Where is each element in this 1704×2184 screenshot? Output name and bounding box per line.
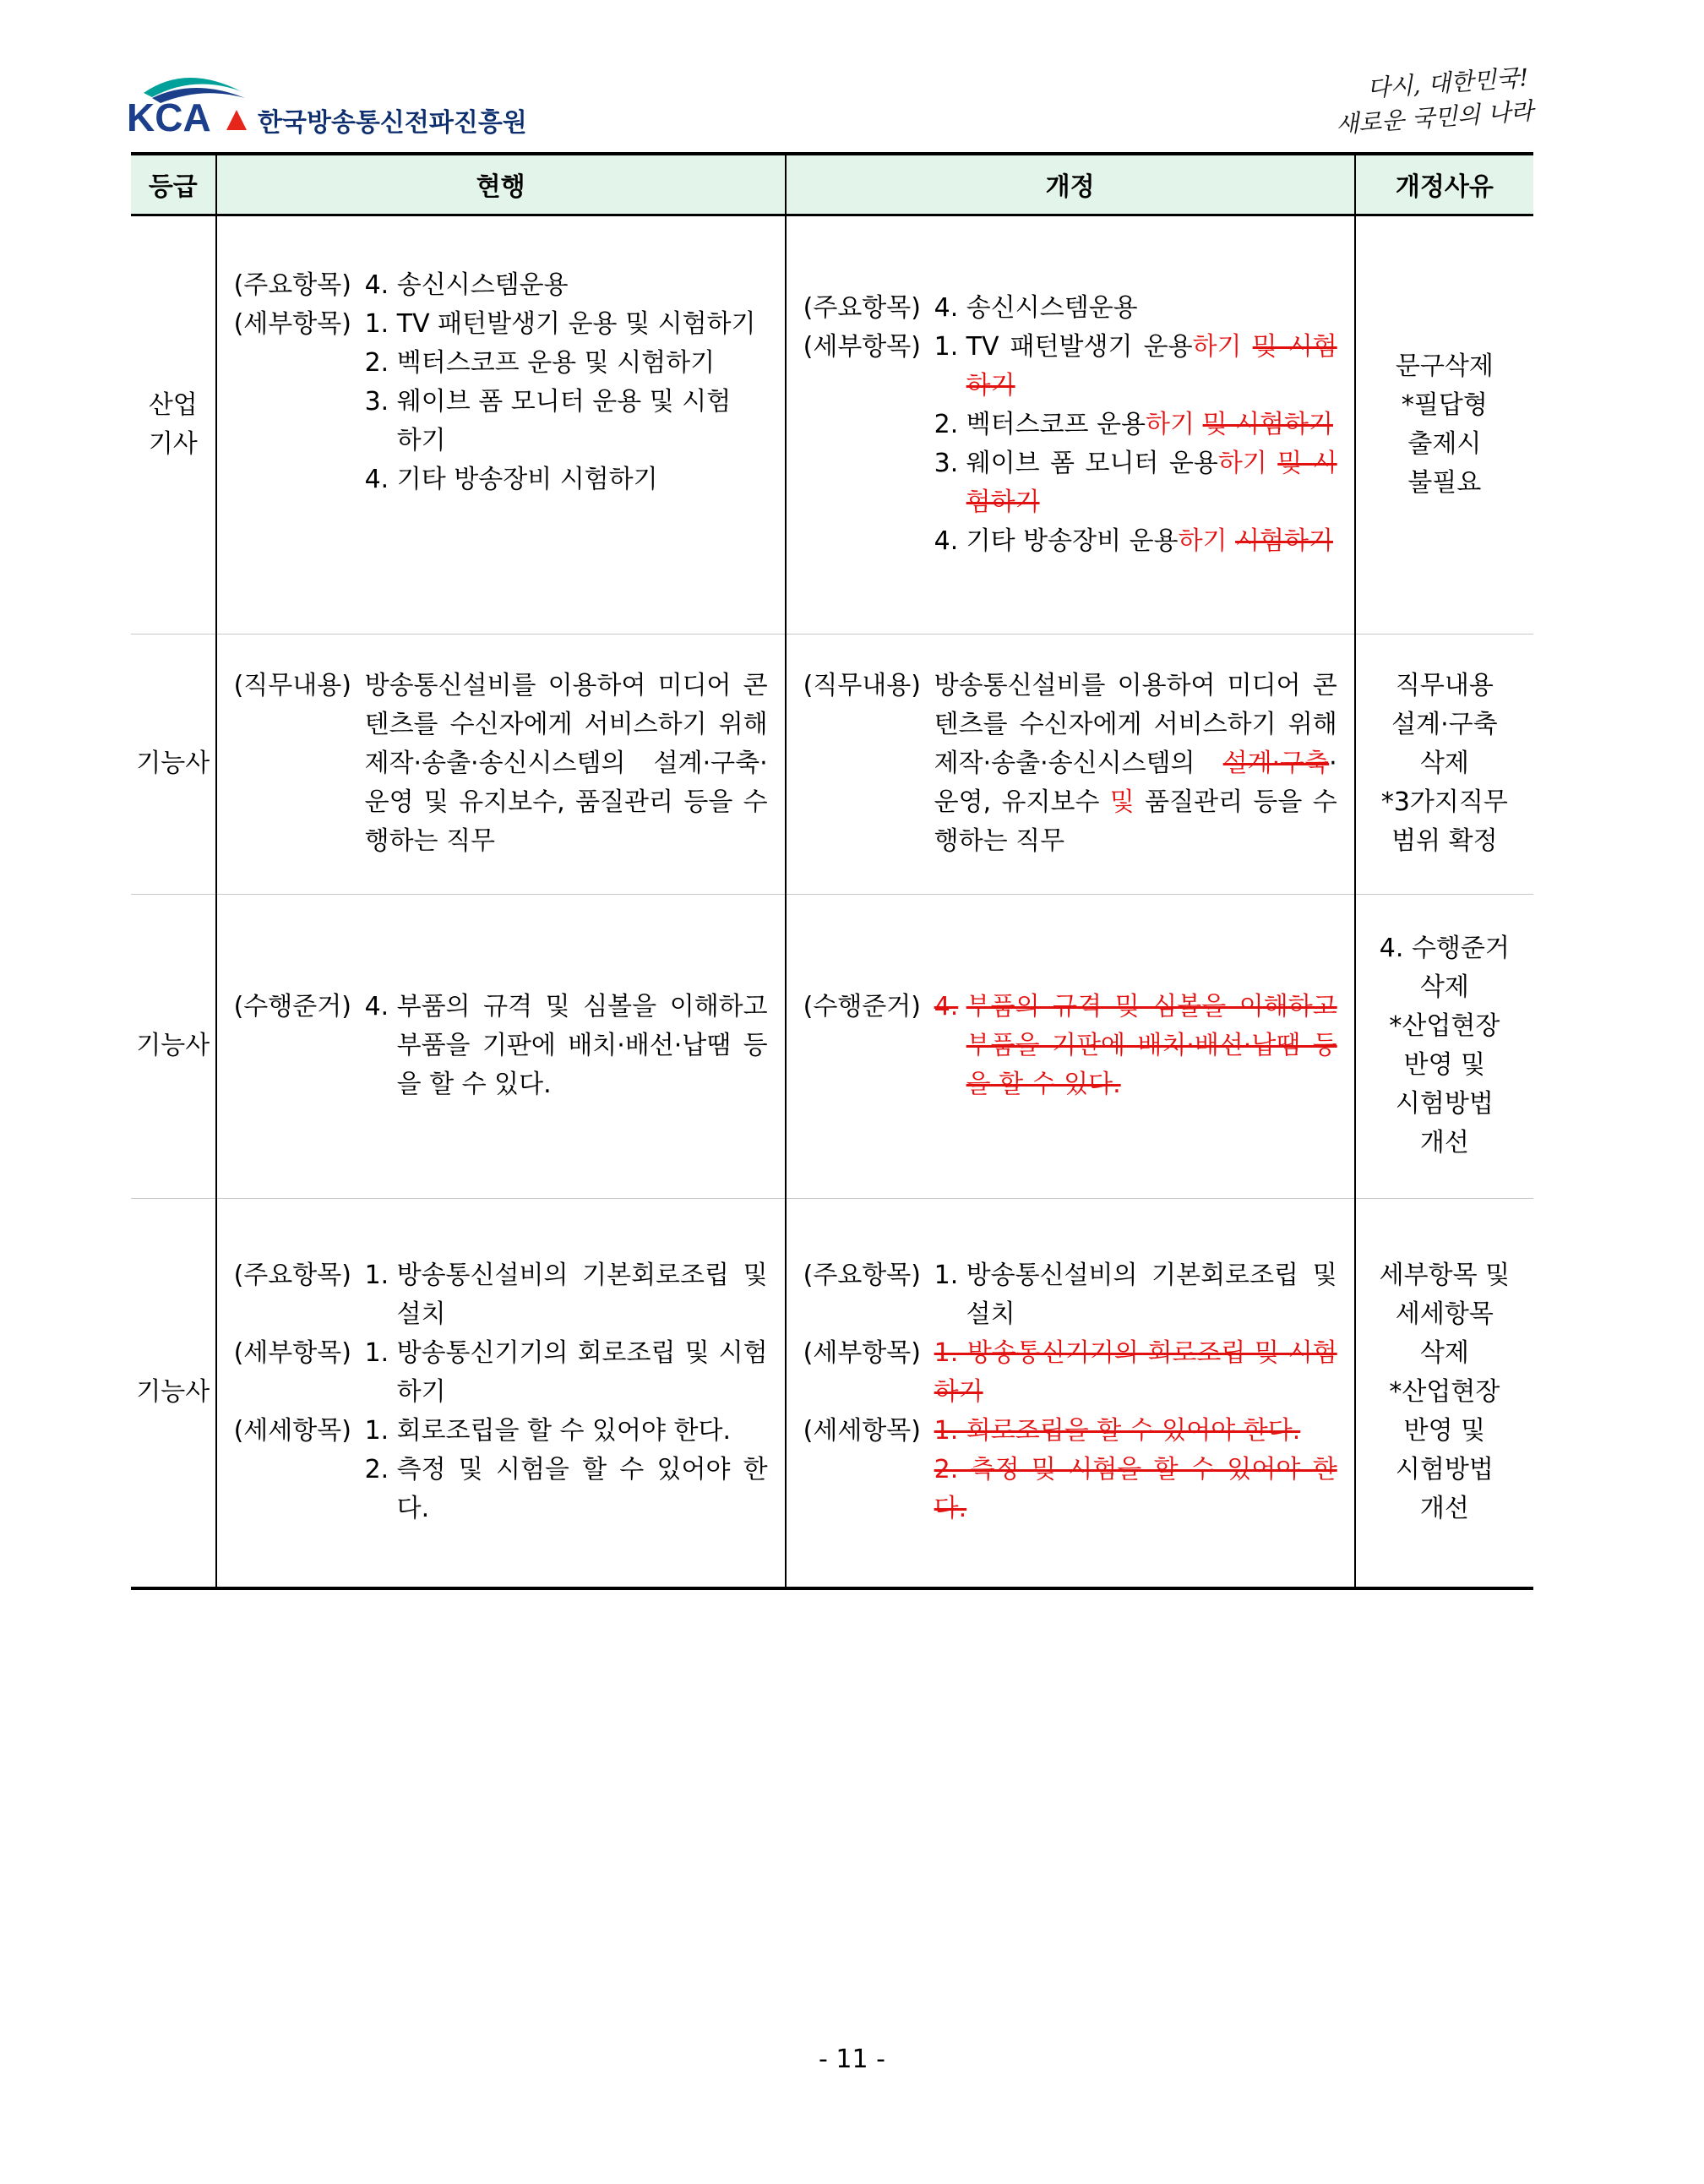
item-label: (세부항목) bbox=[803, 1338, 921, 1369]
reason-text: 직무내용 bbox=[1395, 671, 1494, 700]
item-label: (주요항목) bbox=[233, 1261, 351, 1291]
added-text: 하기 bbox=[1178, 526, 1228, 556]
logo-text: KCA bbox=[127, 95, 211, 135]
grade-text: 기사 bbox=[148, 428, 198, 459]
slogan-handwriting bbox=[1332, 61, 1535, 150]
item-label: (세세항목) bbox=[233, 1416, 351, 1446]
deleted-text: 설계·구축 bbox=[1222, 749, 1330, 778]
deleted-text: 2. 측정 및 시험을 할 수 있어야 한다. bbox=[934, 1455, 1337, 1524]
reason-cell bbox=[1355, 1198, 1533, 1588]
grade-text: 기능사 bbox=[136, 1031, 210, 1060]
item-text: 하기 bbox=[396, 425, 446, 455]
item-text: 4. 송신시스템운용 bbox=[364, 270, 569, 300]
revised-cell bbox=[786, 1198, 1355, 1588]
page-number: - 11 - bbox=[819, 2045, 885, 2074]
page-header bbox=[127, 51, 1535, 144]
current-cell bbox=[216, 894, 786, 1198]
current-cell bbox=[216, 1198, 786, 1588]
item-num: 1. bbox=[934, 1261, 959, 1291]
item-num: 1. bbox=[364, 1261, 389, 1291]
reason-text: 시험방법 bbox=[1395, 1455, 1494, 1485]
item-text: 1. TV 패턴발생기 운용 및 시험하기 bbox=[364, 308, 756, 339]
table-row bbox=[131, 634, 1533, 894]
item-num: 2. bbox=[934, 409, 959, 439]
kca-logo bbox=[127, 59, 566, 138]
item-num: 1. bbox=[364, 1338, 389, 1369]
deleted-text: 1. 회로조립을 할 수 있어야 한다. bbox=[934, 1416, 1301, 1446]
item-text: 방송통신설비를 이용하여 미디어 콘텐츠를 수신자에게 서비스하기 위해 제작·송출·송신시스템의 bbox=[934, 671, 1337, 778]
added-text: 하기 bbox=[1146, 409, 1195, 439]
reason-text: 세부항목 및 bbox=[1379, 1261, 1511, 1291]
table-row bbox=[131, 215, 1533, 634]
deleted-num: 4. bbox=[934, 992, 959, 1021]
item-label: (수행준거) bbox=[233, 992, 351, 1021]
reason-text: 4. 수행준거 bbox=[1379, 934, 1510, 963]
grade-cell bbox=[131, 634, 216, 894]
reason-text: *산업현장 bbox=[1389, 1011, 1500, 1041]
revised-cell bbox=[786, 215, 1355, 634]
reason-text: 삭제 bbox=[1419, 1338, 1469, 1369]
slogan-line-2: 새로운 국민의 나라 bbox=[1335, 96, 1535, 139]
reason-text: *산업현장 bbox=[1389, 1377, 1500, 1408]
grade-text: 기능사 bbox=[136, 749, 210, 778]
item-text: 측정 및 시험을 할 수 있어야 한다. bbox=[396, 1455, 768, 1524]
item-text: 3. 웨이브 폼 모니터 운용 및 시험 bbox=[364, 386, 732, 417]
item-text: 유지보수 bbox=[1001, 787, 1100, 817]
kca-swoosh-icon bbox=[127, 59, 253, 135]
reason-text: 범위 확정 bbox=[1391, 826, 1498, 856]
item-text: TV 패턴발생기 운용 bbox=[966, 331, 1193, 362]
header-reason: 개정사유 bbox=[1355, 154, 1533, 215]
item-num: 3. bbox=[934, 448, 959, 478]
grade-cell bbox=[131, 1198, 216, 1588]
item-text: 4. 송신시스템운용 bbox=[934, 292, 1138, 323]
item-text: 회로조립을 할 수 있어야 한다. bbox=[396, 1416, 732, 1446]
item-text: 4. 기타 방송장비 시험하기 bbox=[364, 464, 658, 494]
item-label: (직무내용) bbox=[803, 671, 921, 700]
item-label: (주요항목) bbox=[233, 270, 351, 300]
item-text: 기타 방송장비 운용 bbox=[966, 526, 1179, 556]
revised-cell bbox=[786, 894, 1355, 1198]
item-text: 방송통신기기의 회로조립 및 시험하기 bbox=[396, 1338, 768, 1408]
header-current: 현행 bbox=[216, 154, 786, 215]
item-text: 벡터스코프 운용 bbox=[966, 409, 1146, 439]
deleted-text: 및 시험하기 bbox=[966, 448, 1337, 517]
item-label: (직무내용) bbox=[233, 671, 351, 700]
reason-text: 시험방법 bbox=[1395, 1089, 1494, 1119]
item-text: 방송통신설비의 기본회로조립 및 설치 bbox=[396, 1261, 768, 1330]
grade-text: 기능사 bbox=[136, 1377, 210, 1408]
item-num: 2. bbox=[364, 1455, 389, 1485]
reason-cell bbox=[1355, 894, 1533, 1198]
table-header-row bbox=[131, 154, 1533, 215]
reason-text: 출제시 bbox=[1407, 428, 1482, 459]
item-label: (세부항목) bbox=[233, 1338, 351, 1369]
reason-text: 삭제 bbox=[1419, 749, 1469, 778]
reason-text: 반영 및 bbox=[1403, 1416, 1486, 1446]
reason-text: 불필요 bbox=[1407, 467, 1482, 498]
header-revised: 개정 bbox=[786, 154, 1355, 215]
reason-text: *필답형 bbox=[1401, 389, 1488, 420]
item-text: 부품의 규격 및 심볼을 이해하고 부품을 기판에 배치·배선·납땜 등을 할 수 있다. bbox=[396, 992, 768, 1099]
item-label: (수행준거) bbox=[803, 992, 921, 1021]
reason-text: 개선 bbox=[1419, 1128, 1469, 1157]
current-cell bbox=[216, 634, 786, 894]
grade-cell bbox=[131, 215, 216, 634]
item-label: (주요항목) bbox=[803, 1261, 921, 1291]
item-num: 4. bbox=[364, 992, 389, 1021]
grade-cell bbox=[131, 894, 216, 1198]
reason-text: 삭제 bbox=[1419, 972, 1469, 1002]
table-row bbox=[131, 894, 1533, 1198]
current-cell bbox=[216, 215, 786, 634]
revision-table bbox=[131, 152, 1533, 1590]
reason-text: 문구삭제 bbox=[1395, 351, 1494, 381]
item-label: (세부항목) bbox=[803, 331, 921, 362]
deleted-text: 1. 방송통신기기의 회로조립 및 시험하기 bbox=[934, 1338, 1337, 1408]
item-text: ·운영, bbox=[934, 749, 1337, 817]
slogan-line-1: 다시, 대한민국! bbox=[1366, 63, 1530, 103]
revised-cell bbox=[786, 634, 1355, 894]
item-label: (주요항목) bbox=[803, 292, 921, 323]
reason-cell bbox=[1355, 634, 1533, 894]
deleted-text: 부품의 규격 및 심볼을 이해하고 부품을 기판에 배치·배선·납땜 등을 할 수 있다. bbox=[966, 992, 1337, 1099]
org-name: 한국방송통신전파진흥원 bbox=[258, 108, 527, 138]
reason-text: 설계·구축 bbox=[1391, 710, 1498, 739]
reason-text: *3가지직무 bbox=[1380, 787, 1508, 817]
added-text: 하기 bbox=[1217, 448, 1267, 478]
item-text: 2. 벡터스코프 운용 및 시험하기 bbox=[364, 347, 716, 378]
item-text: 품질관리 등을 수행하는 직무 bbox=[934, 787, 1337, 856]
deleted-text: 및 시험하기 bbox=[1202, 409, 1333, 439]
reason-text: 개선 bbox=[1419, 1494, 1469, 1524]
reason-text: 세세항목 bbox=[1395, 1299, 1494, 1330]
deleted-text: 및 시험하기 bbox=[966, 331, 1337, 400]
item-text: 웨이브 폼 모니터 운용 bbox=[966, 448, 1218, 478]
table-row bbox=[131, 1198, 1533, 1588]
item-text: 방송통신설비를 이용하여 미디어 콘텐츠를 수신자에게 서비스하기 위해 제작·송출·송신시스템의 설계·구축·운영 및 유지보수, 품질관리 등을 수행하는 직무 bbox=[364, 671, 768, 856]
header-grade: 등급 bbox=[131, 154, 216, 215]
deleted-text: 시험하기 bbox=[1235, 526, 1333, 556]
added-text: 및 bbox=[1109, 787, 1135, 817]
grade-text: 산업 bbox=[148, 389, 198, 420]
added-text: 하기 bbox=[1192, 331, 1242, 362]
reason-cell bbox=[1355, 215, 1533, 634]
item-num: 4. bbox=[934, 526, 959, 556]
reason-text: 반영 및 bbox=[1403, 1050, 1486, 1080]
item-text: 방송통신설비의 기본회로조립 및 설치 bbox=[966, 1261, 1337, 1330]
item-label: (세부항목) bbox=[233, 308, 351, 339]
item-num: 1. bbox=[364, 1416, 389, 1446]
item-num: 1. bbox=[934, 331, 959, 362]
item-label: (세세항목) bbox=[803, 1416, 921, 1446]
